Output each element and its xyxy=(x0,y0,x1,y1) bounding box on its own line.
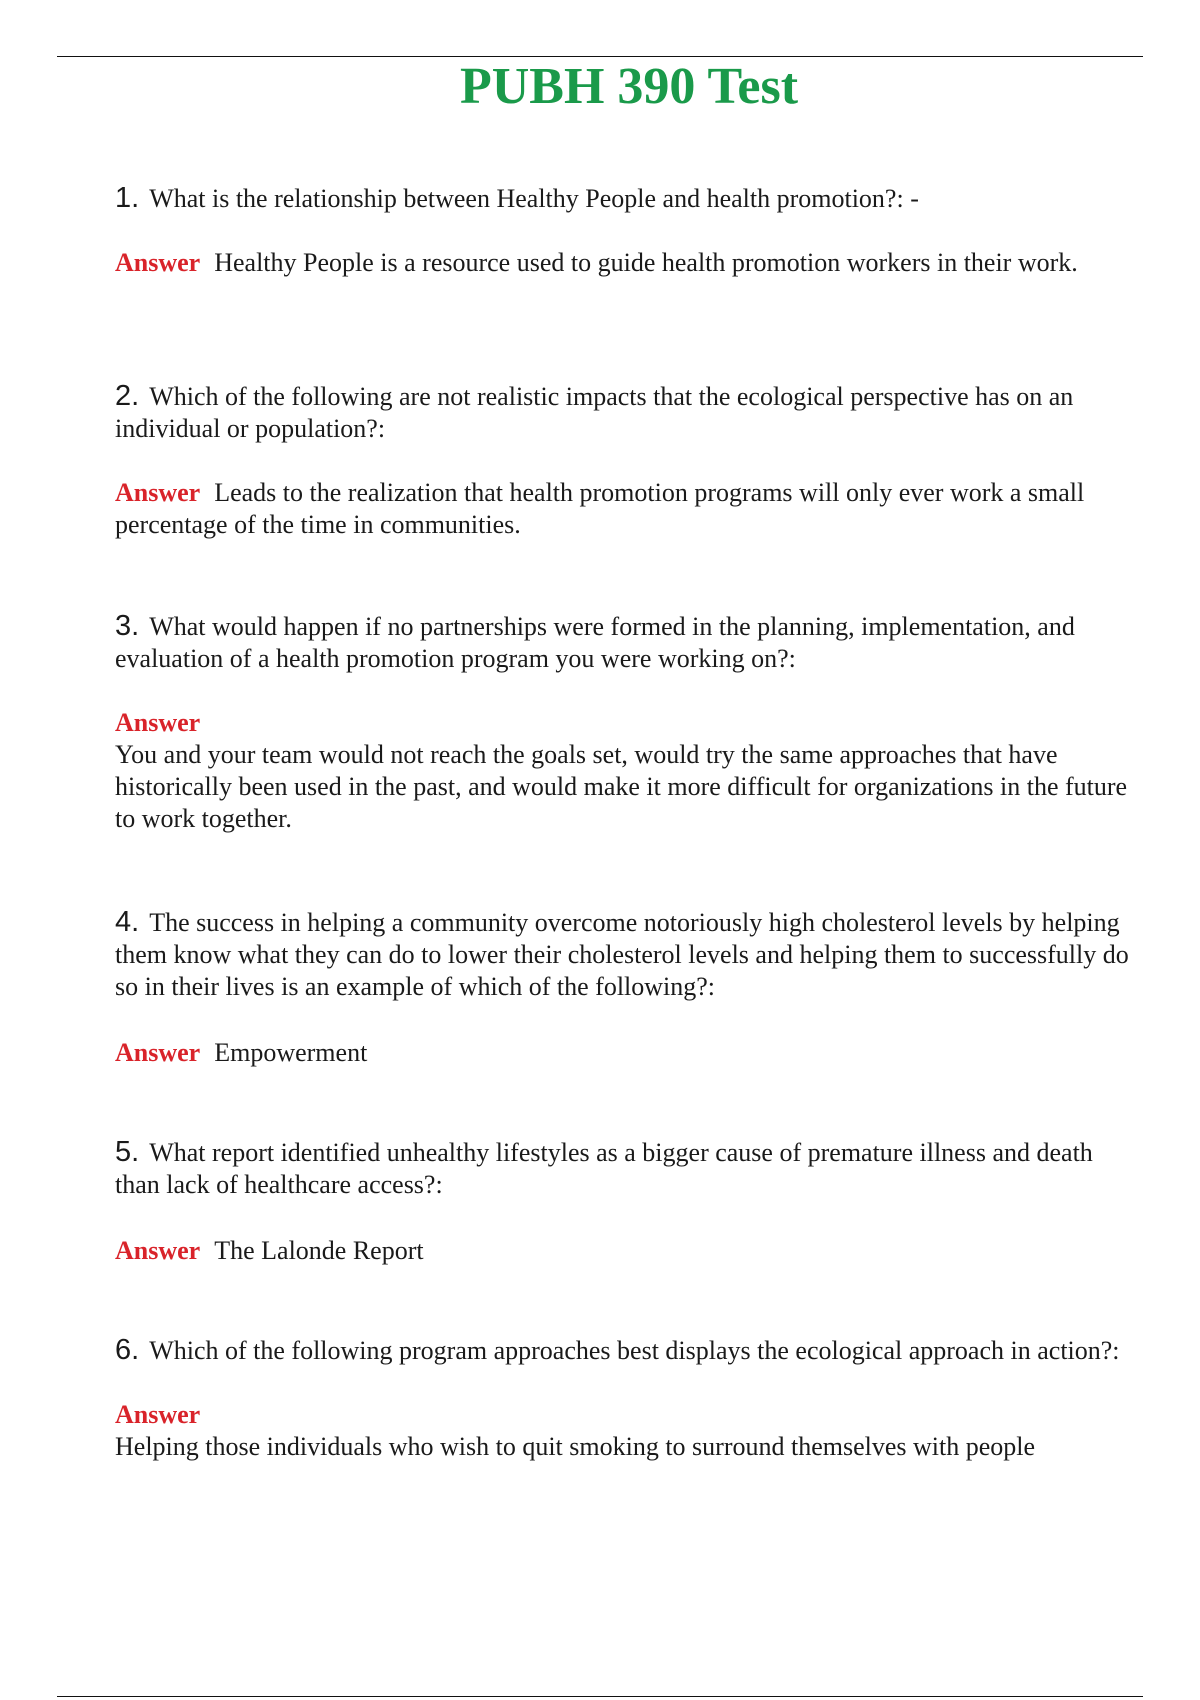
answer-label: Answer xyxy=(115,708,201,737)
answer-label: Answer xyxy=(115,1236,201,1265)
answer-label: Answer xyxy=(115,248,201,277)
question-1 xyxy=(115,182,1143,215)
answer-text: The Lalonde Report xyxy=(214,1236,424,1265)
question-3 xyxy=(115,610,1143,675)
answer-5 xyxy=(115,1235,1143,1267)
answer-4 xyxy=(115,1037,1143,1069)
question-text: What is the relationship between Healthy People and health promotion?: - xyxy=(149,184,919,213)
answer-text: Healthy People is a resource used to guide health promotion workers in their work. xyxy=(214,248,1078,277)
question-number: 2. xyxy=(115,380,140,412)
bottom-rule xyxy=(57,1696,1143,1697)
question-6 xyxy=(115,1334,1143,1367)
answer-1 xyxy=(115,247,1143,279)
question-5 xyxy=(115,1136,1143,1201)
answer-text: Leads to the realization that health promotion programs will only ever work a small percentage of the time in communities. xyxy=(115,478,1085,539)
qa-item-1 xyxy=(115,182,1143,279)
answer-text: Empowerment xyxy=(214,1038,368,1067)
qa-item-6 xyxy=(115,1334,1143,1463)
question-text: The success in helping a community overcome notoriously high cholesterol levels by helping them know what they can do to lower their cholesterol levels and helping them to successfully do so in their lives is an example of which of the following?: xyxy=(115,908,1129,1001)
qa-item-2 xyxy=(115,380,1143,541)
question-text: What would happen if no partnerships were formed in the planning, implementation, and evaluation of a health promotion program you were working on?: xyxy=(115,612,1075,673)
qa-item-5 xyxy=(115,1136,1143,1267)
question-number: 1. xyxy=(115,182,140,214)
answer-3 xyxy=(115,707,1143,835)
answer-label: Answer xyxy=(115,478,201,507)
question-number: 6. xyxy=(115,1334,140,1366)
answer-label: Answer xyxy=(115,1038,201,1067)
answer-text: Helping those individuals who wish to quit smoking to surround themselves with people xyxy=(115,1432,1036,1461)
qa-item-4 xyxy=(115,906,1143,1069)
question-4 xyxy=(115,906,1143,1003)
question-number: 3. xyxy=(115,610,140,642)
document-title: PUBH 390 Test xyxy=(459,58,799,115)
question-text: Which of the following program approaches best displays the ecological approach in action?: xyxy=(149,1336,1120,1365)
question-number: 4. xyxy=(115,906,140,938)
question-text: What report identified unhealthy lifestyles as a bigger cause of premature illness and death than lack of healthcare access?: xyxy=(115,1138,1093,1199)
answer-6 xyxy=(115,1399,1143,1463)
answer-label: Answer xyxy=(115,1400,201,1429)
question-number: 5. xyxy=(115,1136,140,1168)
question-text: Which of the following are not realistic impacts that the ecological perspective has on an individual or population?: xyxy=(115,382,1074,443)
answer-2 xyxy=(115,477,1143,541)
question-2 xyxy=(115,380,1143,445)
answer-text: You and your team would not reach the goals set, would try the same approaches that have historically been used in the past, and would make it more difficult for organizations in the future to work together. xyxy=(115,740,1128,833)
qa-item-3 xyxy=(115,610,1143,835)
